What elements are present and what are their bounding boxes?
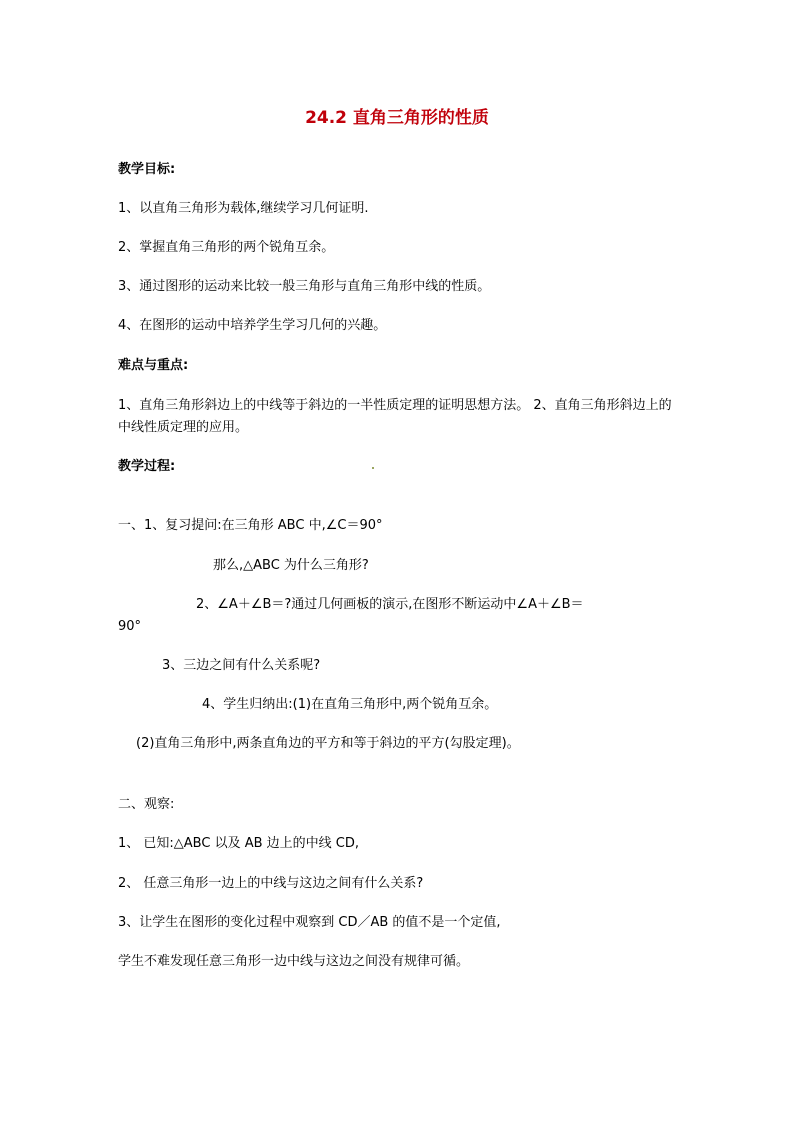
review-line-5: 4、学生归纳出:(1)在直角三角形中,两个锐角互余。: [202, 697, 498, 712]
review-line-3-cont: 90°: [118, 619, 142, 634]
objectives-heading: 教学目标:: [118, 162, 176, 177]
review-line-2: 那么,△ABC 为什么三角形?: [213, 558, 369, 573]
document-title: 24.2 直角三角形的性质: [305, 108, 489, 128]
objective-item-3: 3、通过图形的运动来比较一般三角形与直角三角形中线的性质。: [118, 279, 491, 294]
observe-item-1: 1、 已知:△ABC 以及 AB 边上的中线 CD,: [118, 836, 360, 851]
review-line-3: 2、∠A＋∠B＝?通过几何画板的演示,在图形不断运动中∠A＋∠B＝: [196, 597, 584, 612]
review-line-6: (2)直角三角形中,两条直角边的平方和等于斜边的平方(勾股定理)。: [136, 736, 520, 751]
observe-item-2: 2、 任意三角形一边上的中线与这边之间有什么关系?: [118, 876, 424, 891]
observe-item-4: 学生不难发现任意三角形一边中线与这边之间没有规律可循。: [118, 954, 470, 969]
review-line-1: 一、1、复习提问:在三角形 ABC 中,∠C＝90°: [118, 518, 383, 533]
stray-dot: [372, 467, 374, 469]
objective-item-1: 1、以直角三角形为载体,继续学习几何证明.: [118, 201, 369, 216]
process-heading: 教学过程:: [118, 459, 176, 474]
objective-item-4: 4、在图形的运动中培养学生学习几何的兴趣。: [118, 318, 387, 333]
observe-item-3: 3、让学生在图形的变化过程中观察到 CD／AB 的值不是一个定值,: [118, 915, 501, 930]
key-points-heading: 难点与重点:: [118, 358, 189, 373]
review-line-4: 3、三边之间有什么关系呢?: [162, 658, 321, 673]
key-points-text: 1、直角三角形斜边上的中线等于斜边的一半性质定理的证明思想方法。 2、直角三角形斜边上的中线性质定理的应用。: [118, 398, 672, 435]
objective-item-2: 2、掌握直角三角形的两个锐角互余。: [118, 240, 335, 255]
observe-heading: 二、观察:: [118, 797, 175, 812]
